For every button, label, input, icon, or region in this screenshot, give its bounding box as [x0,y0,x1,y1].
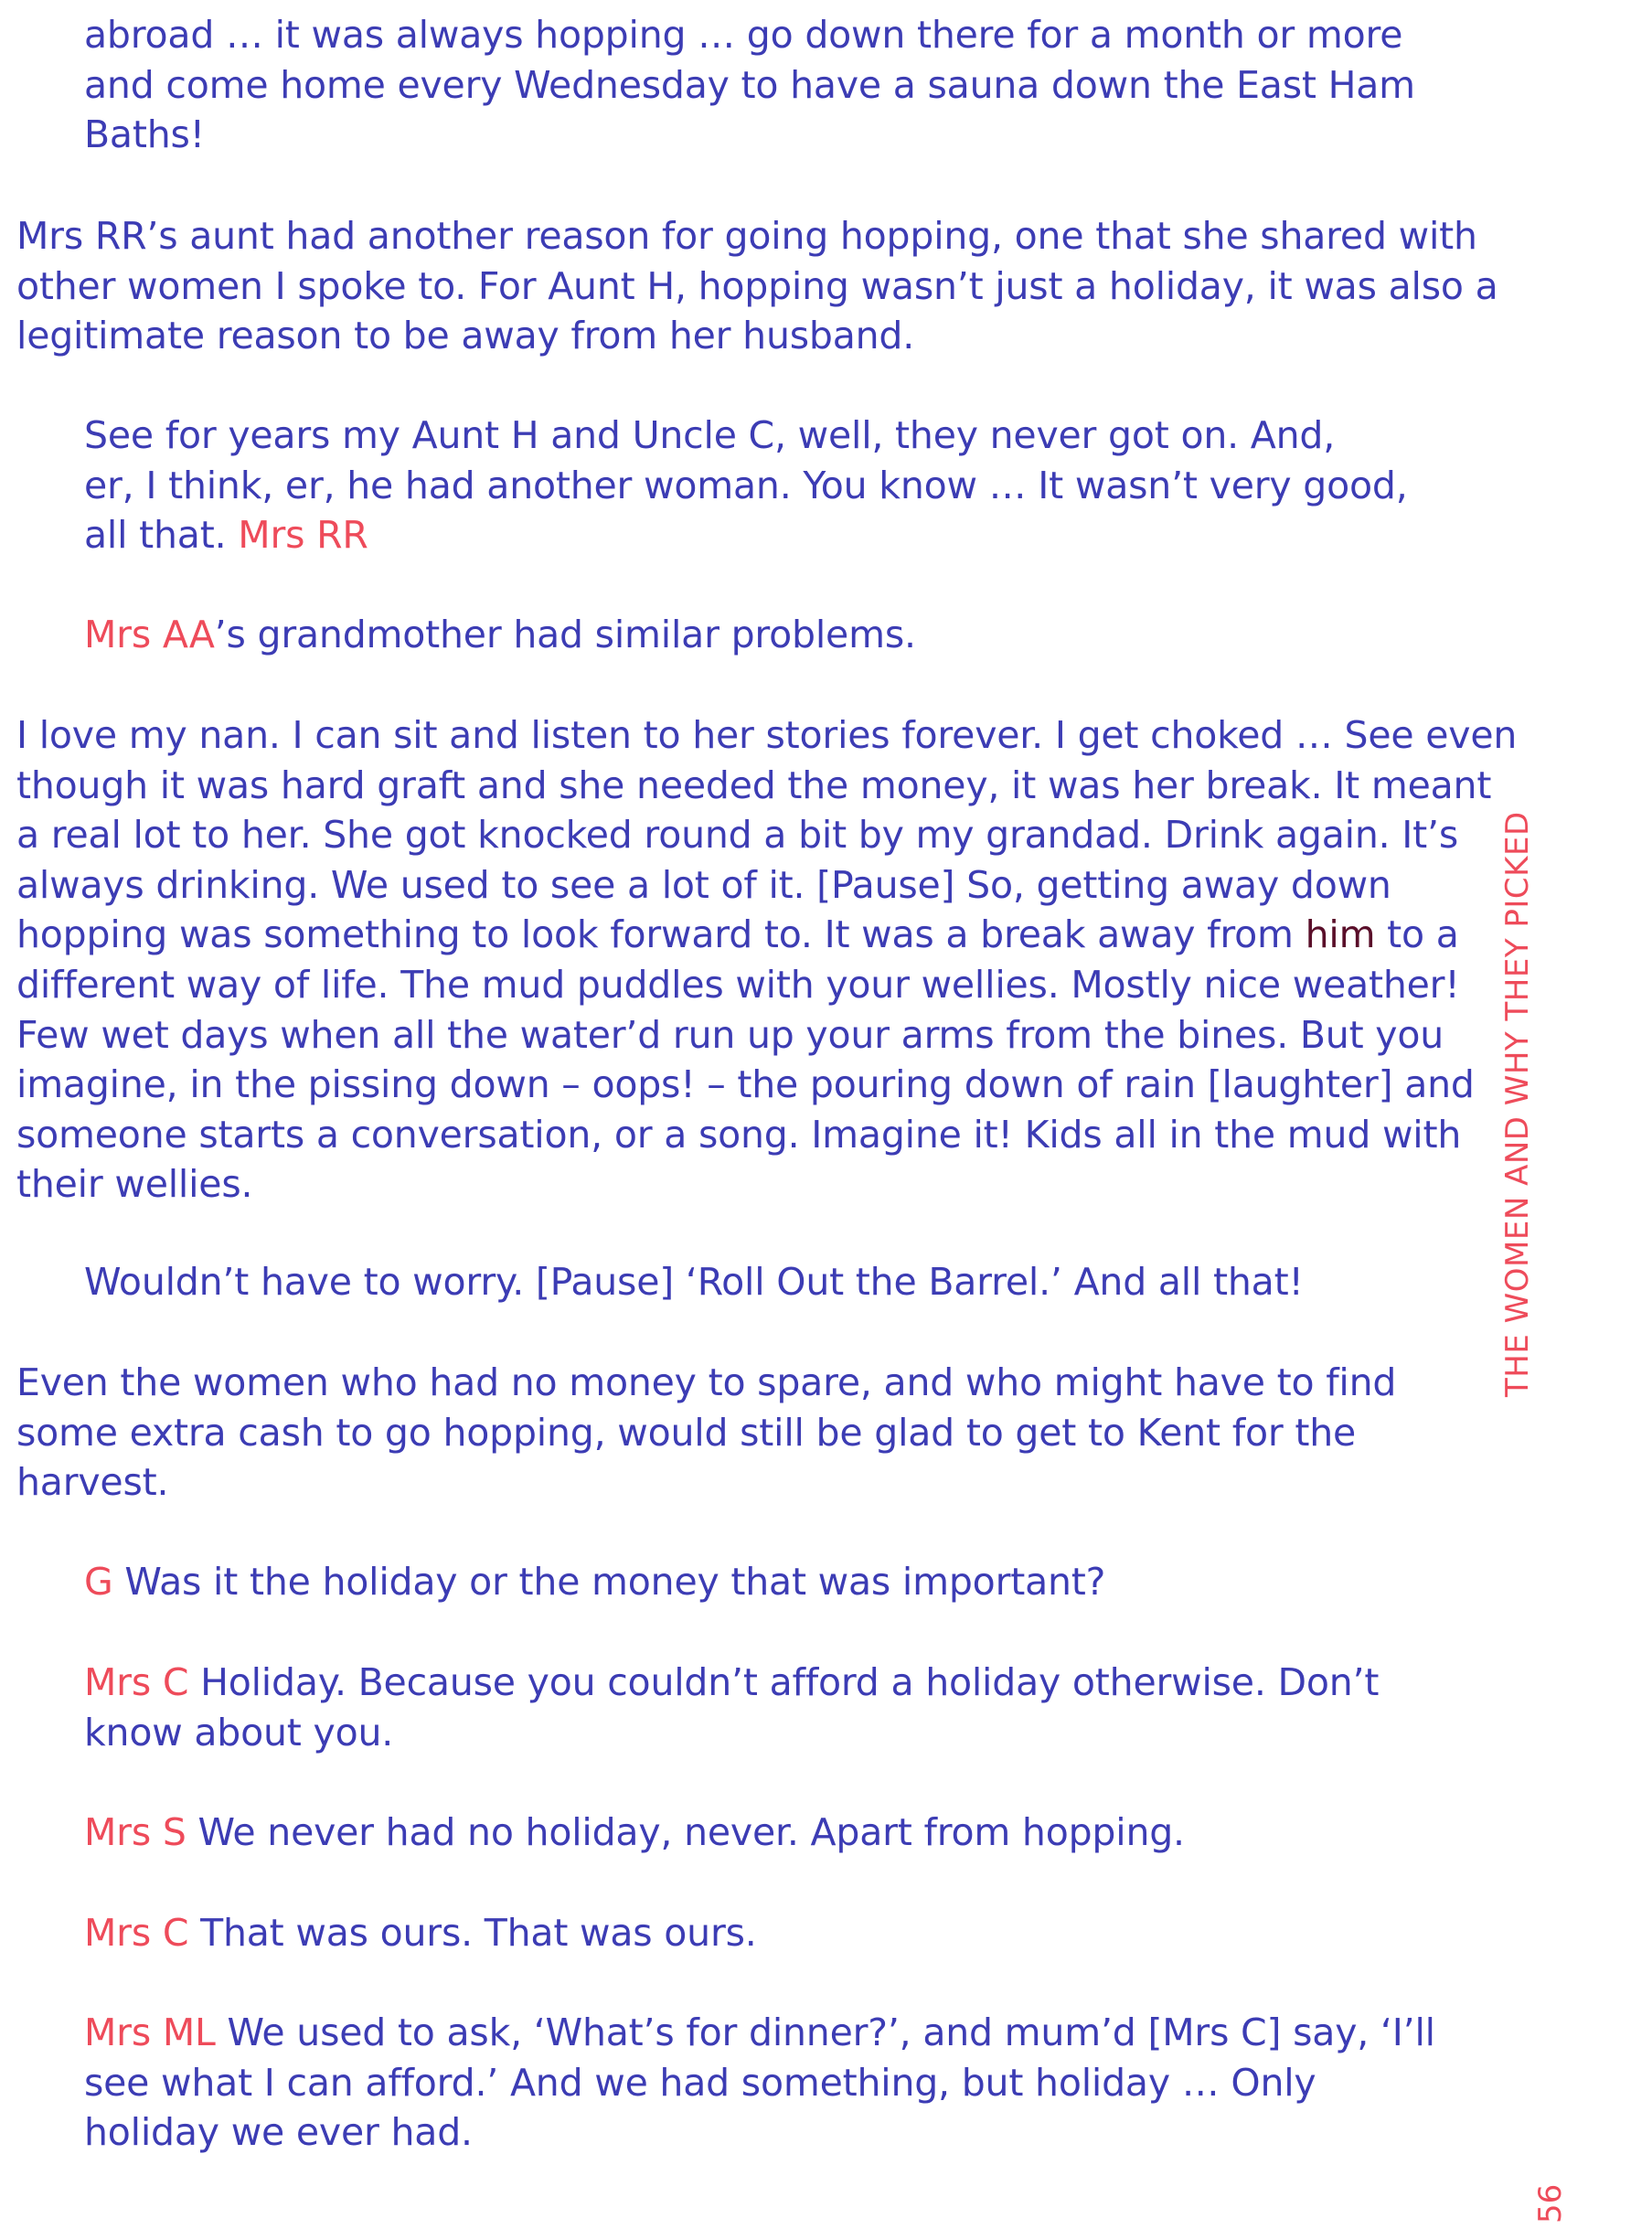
text-line [84,1708,1379,1758]
text-line [16,1159,1517,1210]
text-line [84,1658,1379,1708]
dialogue-line [84,1808,1185,1858]
text-line [84,1908,757,1958]
text-run: harvest. [16,1460,169,1505]
text-line [16,1358,1396,1408]
text-run: We never had no holiday, never. Apart from hopping. [186,1810,1185,1854]
text-line [16,211,1498,261]
text-run: know about you. [84,1710,394,1754]
text-line [84,110,1415,160]
page-number: 56 [1532,2183,1569,2224]
speaker-label: Mrs C [84,1911,189,1955]
text-run: Wouldn’t have to worry. [Pause] ‘Roll Out the Barrel.’ And all that! [84,1260,1304,1304]
text-run: though it was hard graft and she needed the money, it was her break. It meant [16,763,1492,807]
text-line [16,910,1517,960]
text-run: abroad … it was always hopping … go down there for a month or more [84,13,1403,57]
text-run: other women I spoke to. For Aunt H, hopping wasn’t just a holiday, it was also a [16,263,1498,308]
text-line [16,1408,1396,1458]
text-run: ’s grandmother had similar problems. [214,613,916,656]
text-run: their wellies. [16,1162,253,1207]
text-line [84,461,1408,511]
speaker-label: Mrs ML [84,2010,216,2054]
text-line [16,761,1517,811]
text-line [16,810,1517,860]
body-paragraph [16,710,1517,1210]
text-run: Baths! [84,112,205,157]
text-line [84,2008,1435,2058]
text-line [84,10,1415,60]
text-line [84,2058,1435,2108]
speaker-label: Mrs C [84,1660,189,1704]
text-run: imagine, in the pissing down – oops! – the pouring down of rain [laughter] and [16,1062,1475,1107]
text-run: legitimate reason to be away from her husband. [16,314,915,358]
speaker-label: Mrs S [84,1810,187,1854]
text-run: some extra cash to go hopping, would still be glad to get to Kent for the [16,1410,1357,1455]
text-line [16,710,1517,761]
speaker-label: Mrs RR [238,513,368,558]
text-run: holiday we ever had. [84,2110,473,2155]
text-line [16,1010,1517,1061]
running-head [1499,811,1572,1397]
text-run: a real lot to her. She got knocked round a bit by my grandad. Drink again. It’s [16,813,1459,858]
body-paragraph [16,1358,1396,1508]
running-head-text: THE WOMEN AND WHY THEY PICKED [1499,811,1536,1397]
text-line [84,1257,1304,1307]
dialogue-line [84,2008,1435,2158]
text-run: someone starts a conversation, or a song. Imagine it! Kids all in the mud with [16,1112,1462,1157]
text-run: to a [1375,912,1459,957]
text-run: Mrs RR’s aunt had another reason for going hopping, one that she shared with [16,214,1477,258]
dialogue-line [84,1908,757,1958]
text-run: Even the women who had no money to spare, and who might have to find [16,1360,1397,1404]
text-run: always drinking. We used to see a lot of it. [Pause] So, getting away down [16,862,1391,907]
text-line [16,1457,1396,1508]
text-line [84,60,1415,111]
text-run: different way of life. The mud puddles with your wellies. Mostly nice weather! [16,962,1460,1007]
quote-paragraph [84,411,1408,560]
text-run: We used to ask, ‘What’s for dinner?’, and mum’d [Mrs C] say, ‘I’ll [215,2010,1435,2054]
text-line [84,1557,1105,1607]
text-run: See for years my Aunt H and Uncle C, well, they never got on. And, [84,413,1336,457]
dialogue-line [84,1658,1379,1757]
speaker-label: Mrs AA [84,613,215,656]
text-run: Holiday. Because you couldn’t afford a holiday otherwise. Don’t [188,1660,1380,1704]
text-line [16,261,1498,312]
quote-paragraph [84,610,916,660]
text-line [84,411,1408,461]
text-run: Few wet days when all the water’d run up your arms from the bines. But you [16,1012,1444,1057]
text-run: That was ours. That was ours. [188,1911,757,1955]
text-line [16,860,1517,911]
quote-paragraph [84,10,1415,160]
text-line [16,1060,1517,1110]
text-line [84,610,916,660]
text-line [84,510,1408,560]
text-run: I love my nan. I can sit and listen to her stories forever. I get choked … See even [16,713,1518,757]
quote-paragraph [84,1257,1304,1307]
text-line [16,960,1517,1010]
text-run: see what I can afford.’ And we had something, but holiday … Only [84,2060,1316,2105]
text-line [16,1110,1517,1160]
text-run: er, I think, er, he had another woman. You know … It wasn’t very good, [84,463,1408,507]
text-line [84,1808,1185,1858]
dialogue-line [84,1557,1105,1607]
text-run: hopping was something to look forward to. It was a break away from [16,912,1306,957]
emphasis-text: him [1305,912,1376,957]
body-paragraph [16,211,1498,361]
text-line [84,2107,1435,2158]
text-run: all that. [84,513,239,558]
text-line [16,311,1498,361]
text-run: and come home every Wednesday to have a sauna down the East Ham [84,62,1415,107]
text-run: Was it the holiday or the money that was important? [112,1560,1106,1604]
speaker-label: G [84,1560,113,1604]
